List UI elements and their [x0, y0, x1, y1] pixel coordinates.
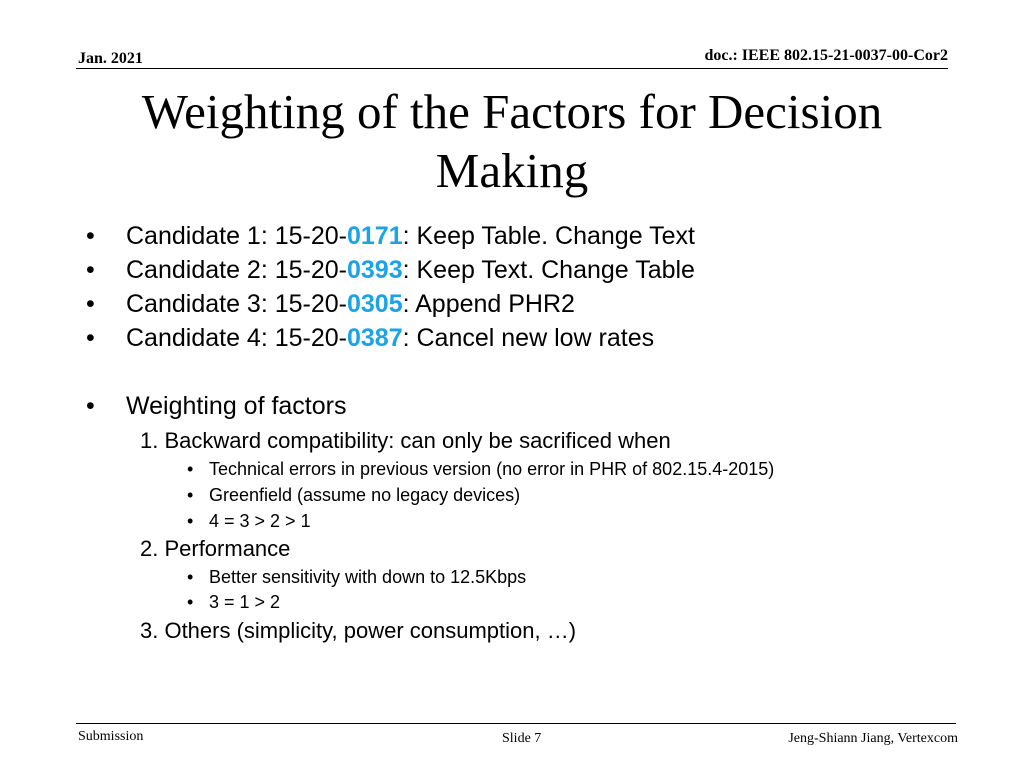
candidate-number: 0393	[346, 256, 403, 284]
candidate-description: : Cancel new low rates	[402, 324, 655, 352]
factor-subitem-text: 3 = 1 > 2	[209, 592, 281, 612]
footer-submission: Submission	[78, 729, 144, 744]
candidate-prefix: Candidate 4: 15-20-	[126, 324, 347, 352]
factor-item: 2. Performance	[140, 536, 291, 561]
candidate-item	[86, 324, 655, 353]
factor-subitem-text: Better sensitivity with down to 12.5Kbps	[209, 567, 527, 587]
candidate-description: : Keep Text. Change Table	[402, 256, 695, 284]
factor-subitem	[187, 511, 311, 532]
footer-divider	[76, 723, 956, 724]
header-date: Jan. 2021	[78, 50, 143, 67]
candidate-number: 0387	[346, 324, 403, 352]
bullet: •	[86, 222, 95, 250]
footer-author: Jeng-Shiann Jiang, Vertexcom	[788, 731, 958, 746]
factor-subitem	[187, 567, 527, 588]
candidate-description: : Append PHR2	[402, 290, 575, 318]
candidate-number: 0305	[346, 290, 403, 318]
factor-subitem-text: Technical errors in previous version (no error in PHR of 802.15.4-2015)	[209, 459, 775, 479]
factor-subitem-text: 4 = 3 > 2 > 1	[209, 511, 311, 531]
candidate-prefix: Candidate 3: 15-20-	[126, 290, 347, 318]
footer-slide-number: Slide 7	[502, 731, 542, 746]
slide-title: Weighting of the Factors for Decision Making	[141, 84, 883, 198]
sub-bullet: •	[187, 511, 194, 531]
factor-subitem	[187, 485, 521, 506]
candidate-description: : Keep Table. Change Text	[402, 222, 695, 250]
candidate-number: 0171	[346, 222, 403, 250]
header-doc-id: doc.: IEEE 802.15-21-0037-00-Cor2	[704, 47, 948, 64]
candidate-prefix: Candidate 1: 15-20-	[126, 222, 347, 250]
candidate-prefix: Candidate 2: 15-20-	[126, 256, 347, 284]
factor-item: 3. Others (simplicity, power consumption, …)	[140, 618, 577, 643]
weighting-heading	[86, 392, 347, 421]
candidate-item	[86, 222, 695, 251]
candidate-item	[86, 256, 695, 285]
sub-bullet: •	[187, 459, 194, 479]
sub-bullet: •	[187, 485, 194, 505]
candidate-item	[86, 290, 575, 319]
sub-bullet: •	[187, 567, 194, 587]
bullet: •	[86, 290, 95, 318]
weighting-heading-text: Weighting of factors	[126, 392, 347, 420]
bullet: •	[86, 256, 95, 284]
bullet: •	[86, 324, 95, 352]
factor-item: 1. Backward compatibility: can only be sacrificed when	[140, 428, 671, 453]
sub-bullet: •	[187, 592, 194, 612]
factor-subitem	[187, 592, 281, 613]
factor-subitem-text: Greenfield (assume no legacy devices)	[209, 485, 521, 505]
bullet: •	[86, 392, 95, 420]
factor-subitem	[187, 459, 775, 480]
